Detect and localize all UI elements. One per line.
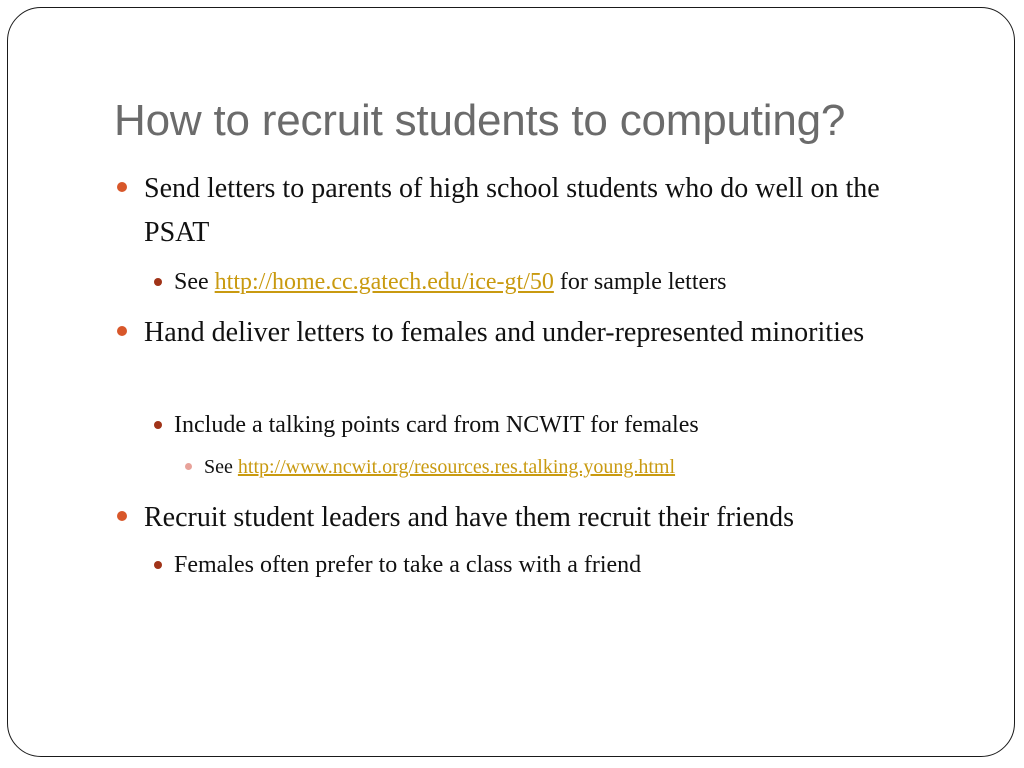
bullet-dot <box>154 421 162 429</box>
bullet-prefix: See <box>174 269 209 295</box>
bullet-dot <box>117 326 127 336</box>
bullet-females-prefer: Females often prefer to take a class with a friend <box>174 552 642 578</box>
bullet-hand-deliver: Hand deliver letters to females and under-represented minorities <box>144 317 865 348</box>
bullet-send-letters: Send letters to parents of high school students who do well on the PSAT <box>144 173 880 248</box>
sample-letters-link[interactable]: http://home.cc.gatech.edu/ice-gt/50 <box>214 269 554 295</box>
bullet-talking-points: Include a talking points card from NCWIT for females <box>174 412 699 438</box>
bullet-dot <box>117 182 127 192</box>
bullet-recruit-leaders: Recruit student leaders and have them recruit their friends <box>144 502 794 533</box>
bullet-see-sample-letters <box>174 267 954 297</box>
bullet-dot <box>154 561 162 569</box>
bullet-suffix: for sample letters <box>559 269 727 295</box>
bullet-dot <box>185 463 192 470</box>
bullet-prefix: See <box>204 456 233 478</box>
ncwit-link[interactable]: http://www.ncwit.org/resources.res.talking.young.html <box>237 456 676 478</box>
slide-title: How to recruit students to computing? <box>114 96 846 145</box>
bullet-dot <box>117 511 127 521</box>
bullet-see-ncwit <box>204 454 944 480</box>
bullet-dot <box>154 278 162 286</box>
